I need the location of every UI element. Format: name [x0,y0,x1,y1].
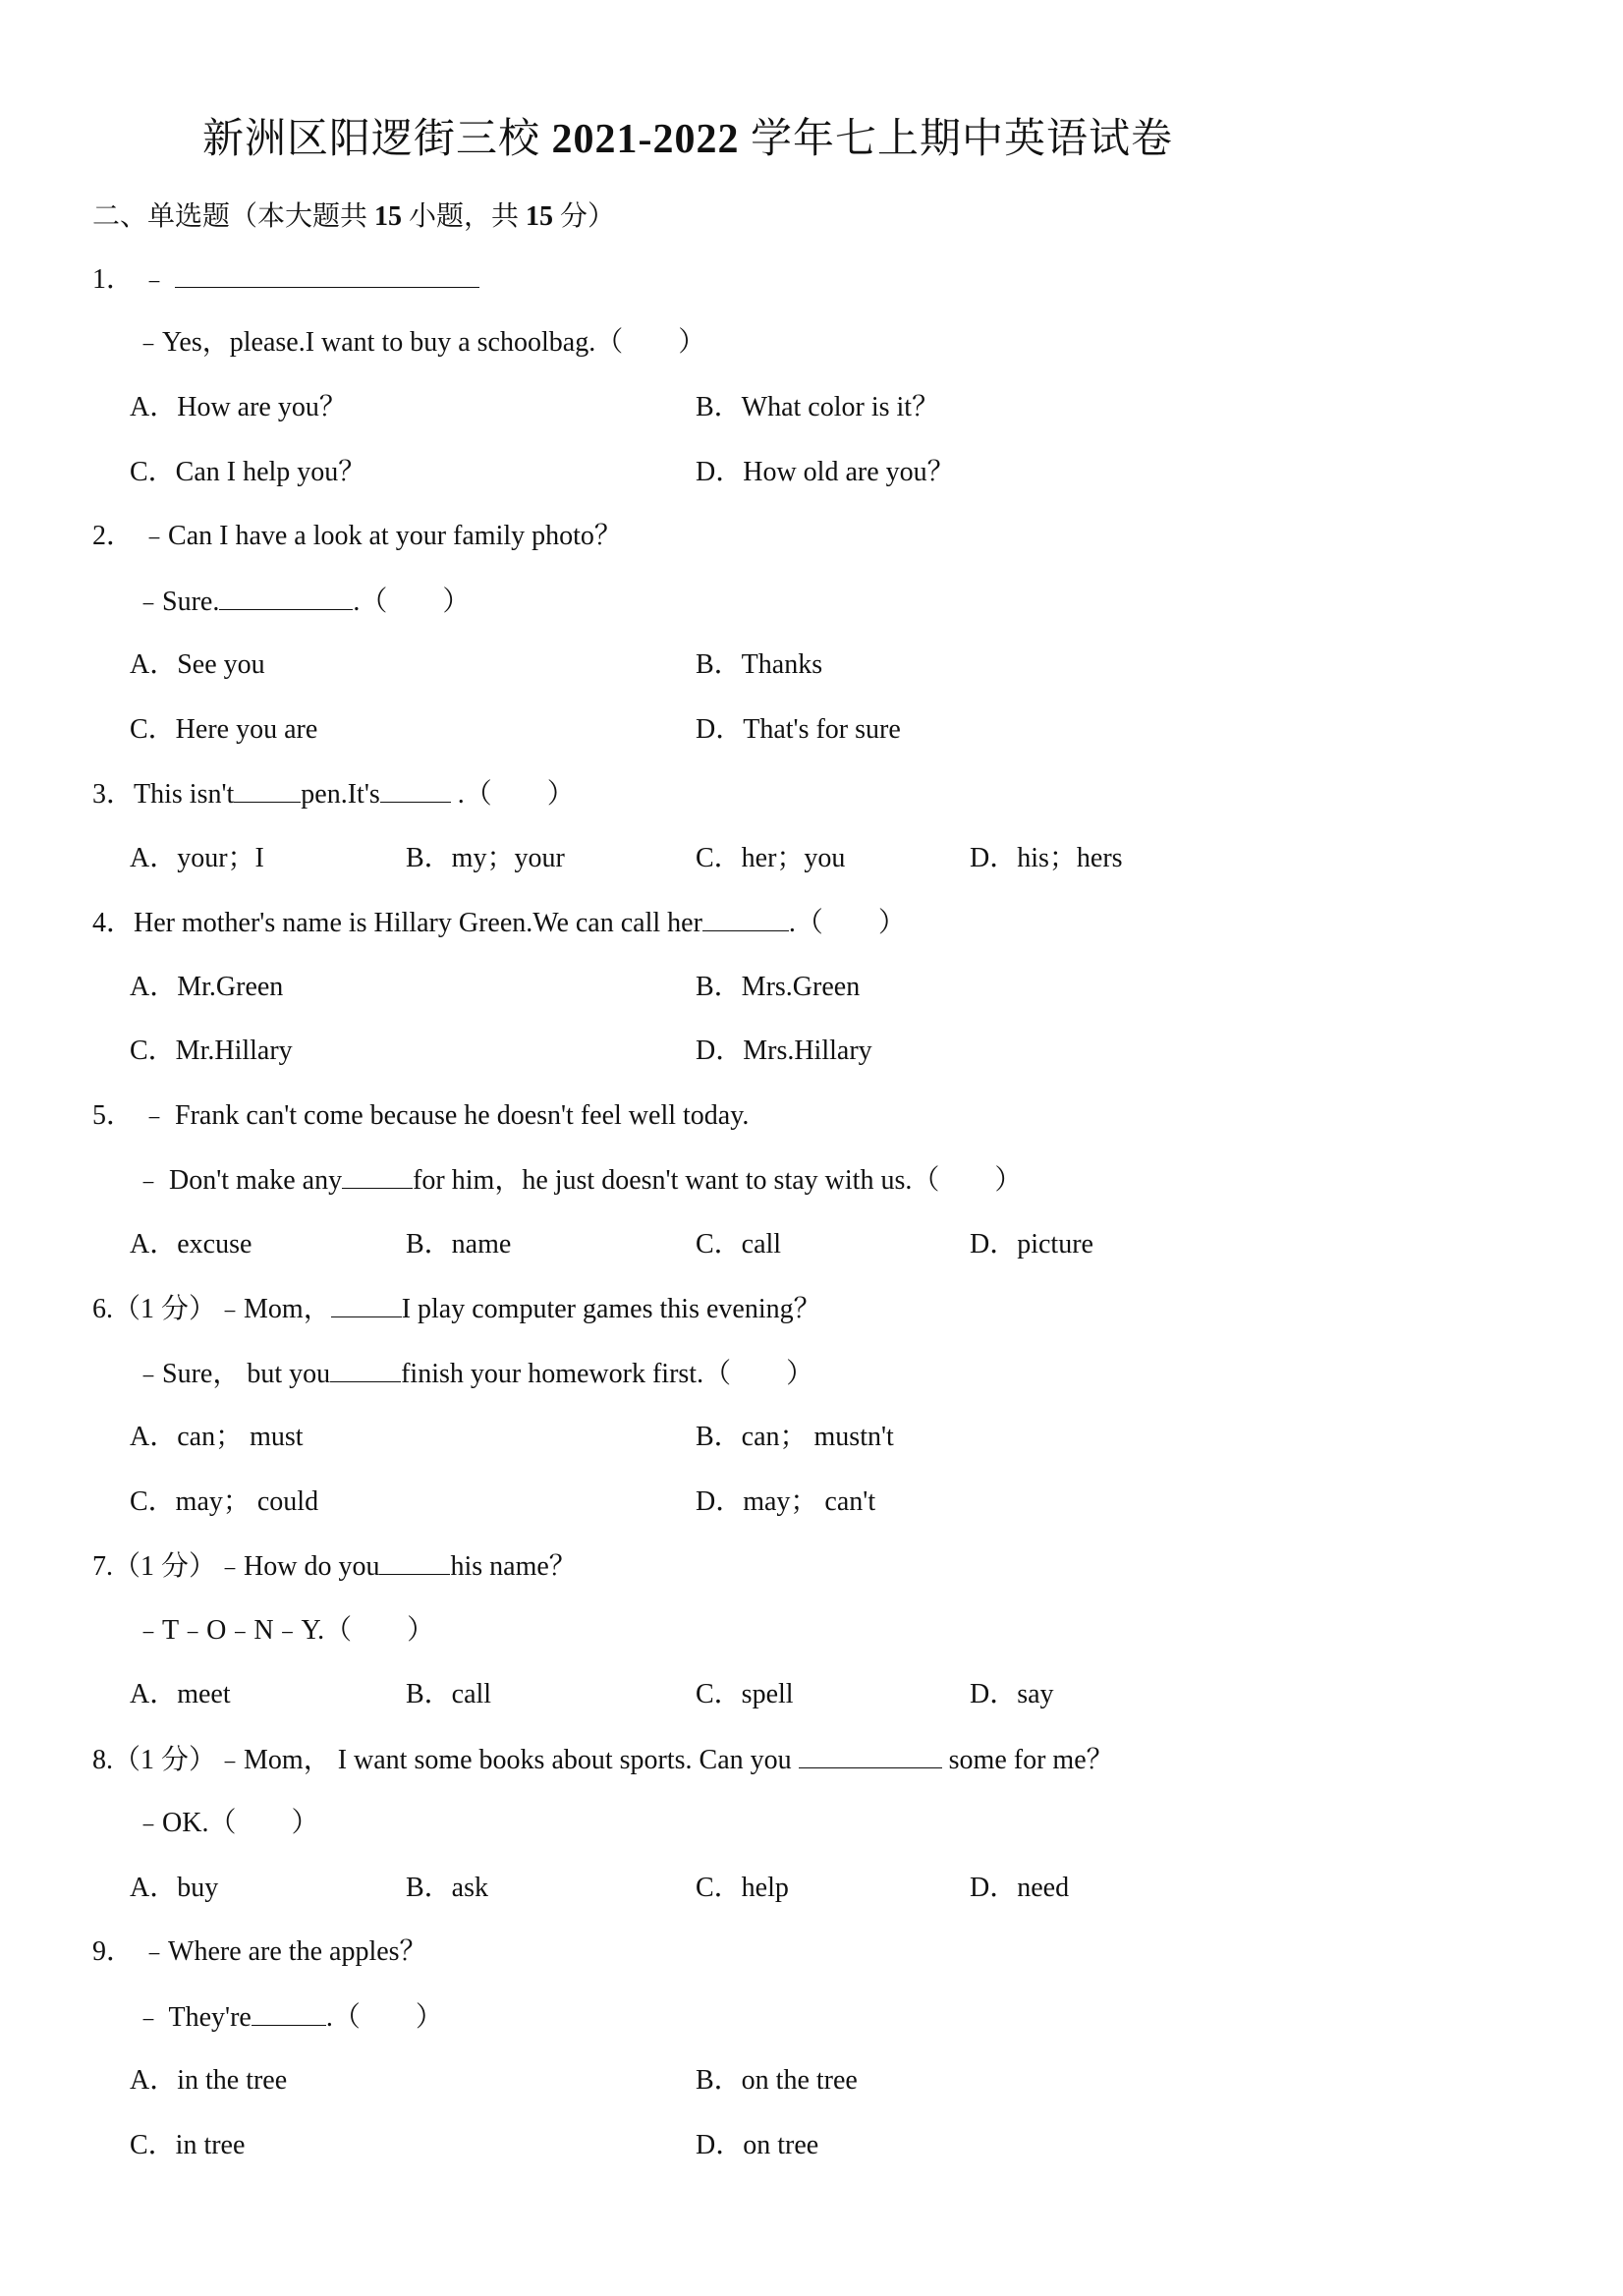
option-a: A．Mr.Green [130,972,284,1002]
option-b: B．ask [406,1873,489,1903]
option-d: D．his；hers [970,843,1123,873]
option-b: B．Thanks [696,649,823,680]
option-a: A．See you [130,649,265,680]
option-d: D．may； can't [696,1486,876,1517]
question-9-reply: ﹣ They're .（ ） [135,1999,443,2036]
answer-blank [234,776,301,803]
option-b: B．on the tree [696,2065,858,2096]
question-6: 6.（1 分）﹣Mom， I play computer games this evening？ [92,1291,821,1327]
option-c: C．in tree [130,2130,246,2160]
option-c: C．Here you are [130,714,318,745]
option-c: C．spell [696,1679,794,1709]
question-3: 3．This isn't pen.It's .（ ） [92,776,575,812]
option-d: D．say [970,1679,1054,1709]
section-heading: 二、单选题（本大题共 15 小题，共 15 分） [92,201,616,232]
question-1-reply: ﹣Yes，please.I want to buy a schoolbag.（ ） [135,327,706,358]
option-b: B．Mrs.Green [696,972,861,1002]
question-8: 8.（1 分）﹣Mom， I want some books about sports. Can you some for me？ [92,1742,1114,1778]
title-prefix: 新洲区阳逻街三校 [201,117,552,162]
option-a: A．buy [130,1873,219,1903]
question-2: 2． ﹣Can I have a look at your family photo？ [92,521,622,551]
option-b: B．call [406,1679,492,1709]
option-a: A．your；I [130,843,264,873]
option-a: A．in the tree [130,2065,288,2096]
option-c: C．call [696,1229,782,1260]
title-suffix: 学年七上期中英语试卷 [739,117,1174,162]
option-b: B．What color is it？ [696,392,940,422]
question-4: 4．Her mother's name is Hillary Green.We can call her .（ ） [92,905,906,941]
option-d: D．That's for sure [696,714,901,745]
option-a: A．excuse [130,1229,252,1260]
option-d: D．How old are you？ [696,457,955,487]
option-b: B．can； mustn't [696,1422,894,1452]
option-d: D．on tree [696,2130,819,2160]
answer-blank [330,1356,401,1382]
question-7: 7.（1 分）﹣How do you his name？ [92,1548,577,1585]
option-c: C．her；you [696,843,846,873]
answer-blank [331,1291,402,1317]
option-d: D．Mrs.Hillary [696,1036,872,1066]
question-5: 5． ﹣ Frank can't come because he doesn't feel well today. [92,1100,750,1131]
option-b: B．my；your [406,843,565,873]
option-a: A．How are you？ [130,392,347,422]
option-d: D．need [970,1873,1070,1903]
question-6-reply: ﹣Sure， but you finish your homework first.（ ） [135,1356,813,1392]
answer-blank [799,1742,942,1768]
answer-blank [252,1999,326,2026]
question-8-reply: ﹣OK.（ ） [135,1808,319,1838]
option-a: A．meet [130,1679,231,1709]
title-year: 2021-2022 [551,117,740,162]
answer-blank [379,1548,450,1575]
question-5-reply: ﹣ Don't make any for him，he just doesn't want to stay with us.（ ） [135,1162,1022,1199]
answer-blank [342,1162,413,1189]
option-d: D．picture [970,1229,1093,1260]
answer-blank [380,776,451,803]
answer-blank [702,905,789,931]
option-c: C．Can I help you？ [130,457,366,487]
question-2-reply: ﹣Sure. .（ ） [135,584,470,620]
option-c: C．help [696,1873,789,1903]
question-7-reply: ﹣T﹣O﹣N﹣Y.（ ） [135,1615,435,1646]
question-9: 9． ﹣Where are the apples？ [92,1936,427,1967]
option-c: C．may； could [130,1486,319,1517]
option-b: B．name [406,1229,512,1260]
exam-title [0,106,1375,165]
option-c: C．Mr.Hillary [130,1036,293,1066]
option-a: A．can； must [130,1422,304,1452]
answer-blank [219,584,353,610]
answer-blank [175,261,479,288]
question-1: 1． ﹣ [92,261,479,298]
